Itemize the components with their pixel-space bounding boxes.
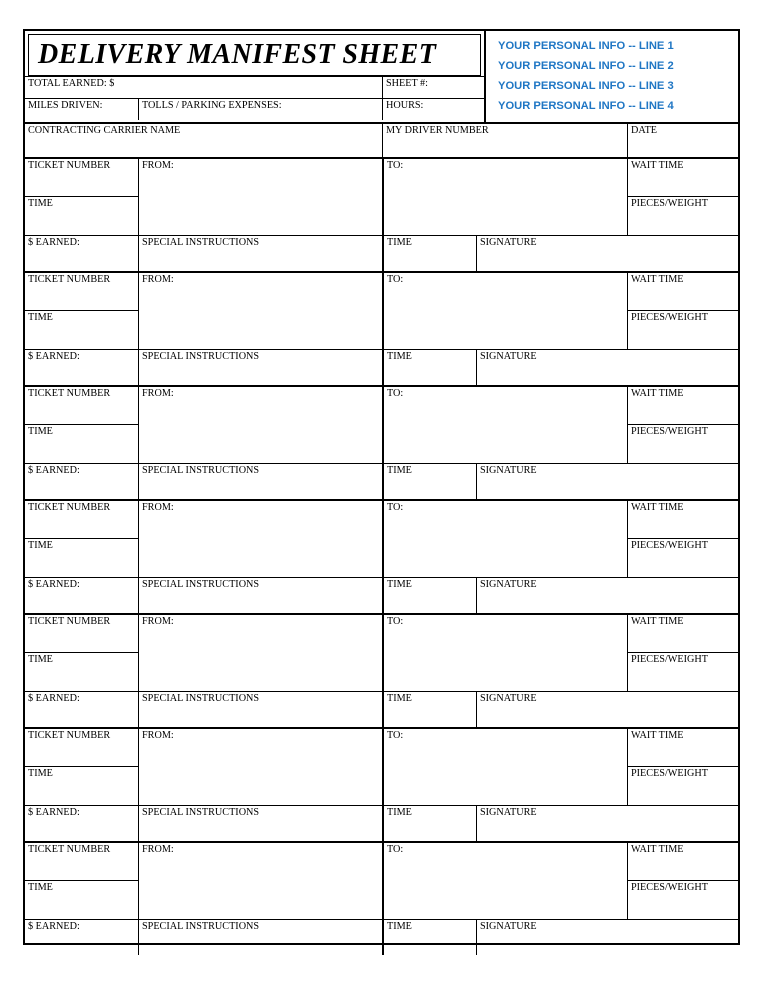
ticket-pieces-weight-field[interactable] xyxy=(628,767,738,805)
ticket-special-instructions-field[interactable] xyxy=(138,692,382,727)
ticket-special-instructions-field[interactable] xyxy=(138,920,382,955)
ticket-signature-field[interactable] xyxy=(476,464,738,499)
ticket-time-field[interactable] xyxy=(25,425,138,463)
personal-info-block xyxy=(486,31,738,122)
ticket-signature-label: SIGNATURE xyxy=(480,350,537,362)
ticket-earned-label: $ EARNED: xyxy=(28,578,80,590)
ticket-signature-field[interactable] xyxy=(476,350,738,385)
ticket-pieces-weight-label: PIECES/WEIGHT xyxy=(631,197,708,209)
ticket-delivery-time-label: TIME xyxy=(387,692,412,704)
ticket-earned-label: $ EARNED: xyxy=(28,350,80,362)
ticket-pieces-weight-field[interactable] xyxy=(628,197,738,235)
driver-number-label: MY DRIVER NUMBER xyxy=(386,124,489,136)
ticket-right-column xyxy=(627,159,738,235)
ticket-from-label: FROM: xyxy=(142,273,174,285)
ticket-pieces-weight-field[interactable] xyxy=(628,539,738,577)
ticket-delivery-time-label: TIME xyxy=(387,236,412,248)
ticket-delivery-time-field[interactable] xyxy=(382,578,476,613)
ticket-bottom-row xyxy=(25,577,738,613)
ticket-special-instructions-field[interactable] xyxy=(138,578,382,613)
ticket-special-instructions-field[interactable] xyxy=(138,350,382,385)
ticket-time-label: TIME xyxy=(28,311,53,323)
ticket-delivery-time-field[interactable] xyxy=(382,920,476,955)
ticket-top-row xyxy=(25,729,738,805)
ticket-left-column xyxy=(25,843,138,919)
ticket-from-field[interactable] xyxy=(138,843,382,919)
ticket-time-label: TIME xyxy=(28,425,53,437)
ticket-delivery-time-field[interactable] xyxy=(382,350,476,385)
ticket-special-instructions-label: SPECIAL INSTRUCTIONS xyxy=(142,464,260,476)
ticket-signature-field[interactable] xyxy=(476,236,738,271)
ticket-time-field[interactable] xyxy=(25,767,138,805)
title-box xyxy=(28,34,481,76)
ticket-block xyxy=(25,159,738,273)
ticket-left-column xyxy=(25,501,138,577)
ticket-wait-time-label: WAIT TIME xyxy=(631,501,684,513)
ticket-delivery-time-label: TIME xyxy=(387,464,412,476)
total-earned-field[interactable] xyxy=(25,77,382,98)
ticket-block xyxy=(25,387,738,501)
ticket-signature-field[interactable] xyxy=(476,806,738,841)
ticket-from-field[interactable] xyxy=(138,615,382,691)
ticket-from-field[interactable] xyxy=(138,729,382,805)
ticket-pieces-weight-label: PIECES/WEIGHT xyxy=(631,311,708,323)
ticket-delivery-time-field[interactable] xyxy=(382,806,476,841)
ticket-left-column xyxy=(25,387,138,463)
ticket-pieces-weight-label: PIECES/WEIGHT xyxy=(631,653,708,665)
ticket-left-column xyxy=(25,273,138,349)
summary-row-earnings xyxy=(25,76,484,98)
ticket-to-field[interactable] xyxy=(382,273,627,349)
ticket-right-column xyxy=(627,273,738,349)
ticket-earned-field[interactable] xyxy=(25,464,138,499)
ticket-time-field[interactable] xyxy=(25,197,138,235)
ticket-pieces-weight-label: PIECES/WEIGHT xyxy=(631,881,708,893)
ticket-to-label: TO: xyxy=(387,615,404,627)
ticket-right-column xyxy=(627,615,738,691)
ticket-bottom-row xyxy=(25,805,738,841)
ticket-right-column xyxy=(627,501,738,577)
ticket-signature-label: SIGNATURE xyxy=(480,920,537,932)
ticket-from-field[interactable] xyxy=(138,387,382,463)
ticket-signature-label: SIGNATURE xyxy=(480,236,537,248)
ticket-time-field[interactable] xyxy=(25,653,138,691)
driver-number-field[interactable] xyxy=(382,124,627,157)
ticket-to-label: TO: xyxy=(387,159,404,171)
ticket-signature-label: SIGNATURE xyxy=(480,464,537,476)
ticket-earned-label: $ EARNED: xyxy=(28,920,80,932)
ticket-wait-time-field[interactable] xyxy=(628,387,738,425)
ticket-right-column xyxy=(627,843,738,919)
ticket-block xyxy=(25,843,738,955)
ticket-signature-field[interactable] xyxy=(476,578,738,613)
form-header xyxy=(25,31,738,124)
date-field[interactable] xyxy=(627,124,738,157)
summary-row-mileage xyxy=(25,98,484,120)
ticket-pieces-weight-field[interactable] xyxy=(628,653,738,691)
ticket-delivery-time-field[interactable] xyxy=(382,692,476,727)
ticket-time-label: TIME xyxy=(28,539,53,551)
ticket-to-label: TO: xyxy=(387,387,404,399)
ticket-time-label: TIME xyxy=(28,767,53,779)
ticket-bottom-row xyxy=(25,463,738,499)
ticket-earned-label: $ EARNED: xyxy=(28,692,80,704)
ticket-signature-label: SIGNATURE xyxy=(480,692,537,704)
ticket-earned-label: $ EARNED: xyxy=(28,236,80,248)
ticket-time-field[interactable] xyxy=(25,881,138,919)
ticket-right-column xyxy=(627,387,738,463)
ticket-number-field[interactable] xyxy=(25,159,138,197)
personal-info-line-1[interactable]: YOUR PERSONAL INFO -- LINE 1 xyxy=(498,39,674,52)
hours-label: HOURS: xyxy=(386,100,424,111)
ticket-block xyxy=(25,501,738,615)
ticket-wait-time-field[interactable] xyxy=(628,159,738,197)
ticket-earned-field[interactable] xyxy=(25,578,138,613)
personal-info-line-3[interactable]: YOUR PERSONAL INFO -- LINE 3 xyxy=(498,79,674,92)
ticket-signature-label: SIGNATURE xyxy=(480,578,537,590)
date-label: DATE xyxy=(631,124,658,136)
ticket-to-field[interactable] xyxy=(382,729,627,805)
ticket-from-label: FROM: xyxy=(142,501,174,513)
personal-info-line-2[interactable]: YOUR PERSONAL INFO -- LINE 2 xyxy=(498,59,674,72)
ticket-wait-time-field[interactable] xyxy=(628,843,738,881)
ticket-top-row xyxy=(25,843,738,919)
ticket-time-field[interactable] xyxy=(25,539,138,577)
ticket-delivery-time-field[interactable] xyxy=(382,464,476,499)
ticket-left-column xyxy=(25,615,138,691)
ticket-to-field[interactable] xyxy=(382,159,627,235)
ticket-special-instructions-label: SPECIAL INSTRUCTIONS xyxy=(142,806,260,818)
ticket-to-label: TO: xyxy=(387,273,404,285)
ticket-pieces-weight-label: PIECES/WEIGHT xyxy=(631,767,708,779)
ticket-number-field[interactable] xyxy=(25,387,138,425)
ticket-wait-time-label: WAIT TIME xyxy=(631,273,684,285)
ticket-number-label: TICKET NUMBER xyxy=(28,501,111,513)
ticket-bottom-row xyxy=(25,235,738,271)
ticket-number-label: TICKET NUMBER xyxy=(28,729,111,741)
sheet-number-field[interactable] xyxy=(382,77,484,98)
ticket-top-row xyxy=(25,615,738,691)
ticket-special-instructions-field[interactable] xyxy=(138,236,382,271)
ticket-number-label: TICKET NUMBER xyxy=(28,843,111,855)
ticket-top-row xyxy=(25,387,738,463)
delivery-manifest-form xyxy=(23,29,740,945)
page-title: DELIVERY MANIFEST SHEET xyxy=(38,39,437,70)
ticket-number-field[interactable] xyxy=(25,615,138,653)
ticket-special-instructions-label: SPECIAL INSTRUCTIONS xyxy=(142,350,260,362)
ticket-wait-time-label: WAIT TIME xyxy=(631,159,684,171)
ticket-wait-time-field[interactable] xyxy=(628,501,738,539)
ticket-from-label: FROM: xyxy=(142,615,174,627)
ticket-to-field[interactable] xyxy=(382,615,627,691)
ticket-earned-field[interactable] xyxy=(25,806,138,841)
ticket-left-column xyxy=(25,729,138,805)
ticket-to-label: TO: xyxy=(387,501,404,513)
ticket-pieces-weight-field[interactable] xyxy=(628,881,738,919)
ticket-delivery-time-label: TIME xyxy=(387,578,412,590)
ticket-earned-field[interactable] xyxy=(25,692,138,727)
ticket-wait-time-label: WAIT TIME xyxy=(631,843,684,855)
ticket-wait-time-label: WAIT TIME xyxy=(631,729,684,741)
total-earned-label: TOTAL EARNED: $ xyxy=(28,78,115,89)
ticket-time-label: TIME xyxy=(28,881,53,893)
ticket-wait-time-label: WAIT TIME xyxy=(631,615,684,627)
ticket-signature-field[interactable] xyxy=(476,920,738,955)
ticket-wait-time-field[interactable] xyxy=(628,273,738,311)
ticket-special-instructions-label: SPECIAL INSTRUCTIONS xyxy=(142,920,260,932)
ticket-earned-label: $ EARNED: xyxy=(28,806,80,818)
ticket-number-label: TICKET NUMBER xyxy=(28,387,111,399)
ticket-top-row xyxy=(25,159,738,235)
ticket-to-field[interactable] xyxy=(382,387,627,463)
ticket-wait-time-field[interactable] xyxy=(628,615,738,653)
miles-driven-label: MILES DRIVEN: xyxy=(28,100,103,111)
ticket-delivery-time-label: TIME xyxy=(387,920,412,932)
ticket-to-label: TO: xyxy=(387,843,404,855)
ticket-from-field[interactable] xyxy=(138,273,382,349)
ticket-special-instructions-label: SPECIAL INSTRUCTIONS xyxy=(142,578,260,590)
ticket-right-column xyxy=(627,729,738,805)
ticket-signature-field[interactable] xyxy=(476,692,738,727)
ticket-wait-time-field[interactable] xyxy=(628,729,738,767)
header-left-section xyxy=(25,31,486,122)
hours-field[interactable] xyxy=(382,99,484,120)
ticket-delivery-time-label: TIME xyxy=(387,806,412,818)
personal-info-line-4[interactable]: YOUR PERSONAL INFO -- LINE 4 xyxy=(498,100,674,113)
ticket-from-label: FROM: xyxy=(142,159,174,171)
ticket-special-instructions-label: SPECIAL INSTRUCTIONS xyxy=(142,236,260,248)
ticket-number-label: TICKET NUMBER xyxy=(28,615,111,627)
ticket-number-field[interactable] xyxy=(25,273,138,311)
ticket-time-field[interactable] xyxy=(25,311,138,349)
ticket-to-field[interactable] xyxy=(382,501,627,577)
ticket-bottom-row xyxy=(25,349,738,385)
ticket-to-label: TO: xyxy=(387,729,404,741)
ticket-number-label: TICKET NUMBER xyxy=(28,273,111,285)
ticket-delivery-time-field[interactable] xyxy=(382,236,476,271)
ticket-bottom-row xyxy=(25,919,738,955)
ticket-from-label: FROM: xyxy=(142,843,174,855)
ticket-block xyxy=(25,273,738,387)
ticket-bottom-row xyxy=(25,691,738,727)
ticket-earned-field[interactable] xyxy=(25,920,138,955)
miles-driven-field[interactable] xyxy=(25,99,138,120)
ticket-special-instructions-label: SPECIAL INSTRUCTIONS xyxy=(142,692,260,704)
ticket-earned-field[interactable] xyxy=(25,350,138,385)
ticket-delivery-time-label: TIME xyxy=(387,350,412,362)
ticket-wait-time-label: WAIT TIME xyxy=(631,387,684,399)
carrier-name-field[interactable] xyxy=(25,124,382,157)
ticket-block xyxy=(25,615,738,729)
carrier-name-label: CONTRACTING CARRIER NAME xyxy=(28,124,181,136)
ticket-number-field[interactable] xyxy=(25,501,138,539)
ticket-pieces-weight-label: PIECES/WEIGHT xyxy=(631,539,708,551)
ticket-number-field[interactable] xyxy=(25,729,138,767)
ticket-earned-label: $ EARNED: xyxy=(28,464,80,476)
ticket-earned-field[interactable] xyxy=(25,236,138,271)
ticket-list xyxy=(25,159,738,955)
ticket-special-instructions-field[interactable] xyxy=(138,464,382,499)
sheet-number-label: SHEET #: xyxy=(386,78,428,89)
ticket-number-field[interactable] xyxy=(25,843,138,881)
ticket-pieces-weight-field[interactable] xyxy=(628,311,738,349)
ticket-top-row xyxy=(25,273,738,349)
ticket-special-instructions-field[interactable] xyxy=(138,806,382,841)
ticket-time-label: TIME xyxy=(28,653,53,665)
ticket-top-row xyxy=(25,501,738,577)
ticket-to-field[interactable] xyxy=(382,843,627,919)
ticket-pieces-weight-label: PIECES/WEIGHT xyxy=(631,425,708,437)
ticket-time-label: TIME xyxy=(28,197,53,209)
ticket-from-label: FROM: xyxy=(142,729,174,741)
ticket-number-label: TICKET NUMBER xyxy=(28,159,111,171)
carrier-row xyxy=(25,124,738,159)
ticket-signature-label: SIGNATURE xyxy=(480,806,537,818)
ticket-pieces-weight-field[interactable] xyxy=(628,425,738,463)
ticket-block xyxy=(25,729,738,843)
ticket-left-column xyxy=(25,159,138,235)
ticket-from-label: FROM: xyxy=(142,387,174,399)
ticket-from-field[interactable] xyxy=(138,159,382,235)
tolls-parking-field[interactable] xyxy=(138,99,382,120)
tolls-parking-label: TOLLS / PARKING EXPENSES: xyxy=(142,100,282,111)
ticket-from-field[interactable] xyxy=(138,501,382,577)
